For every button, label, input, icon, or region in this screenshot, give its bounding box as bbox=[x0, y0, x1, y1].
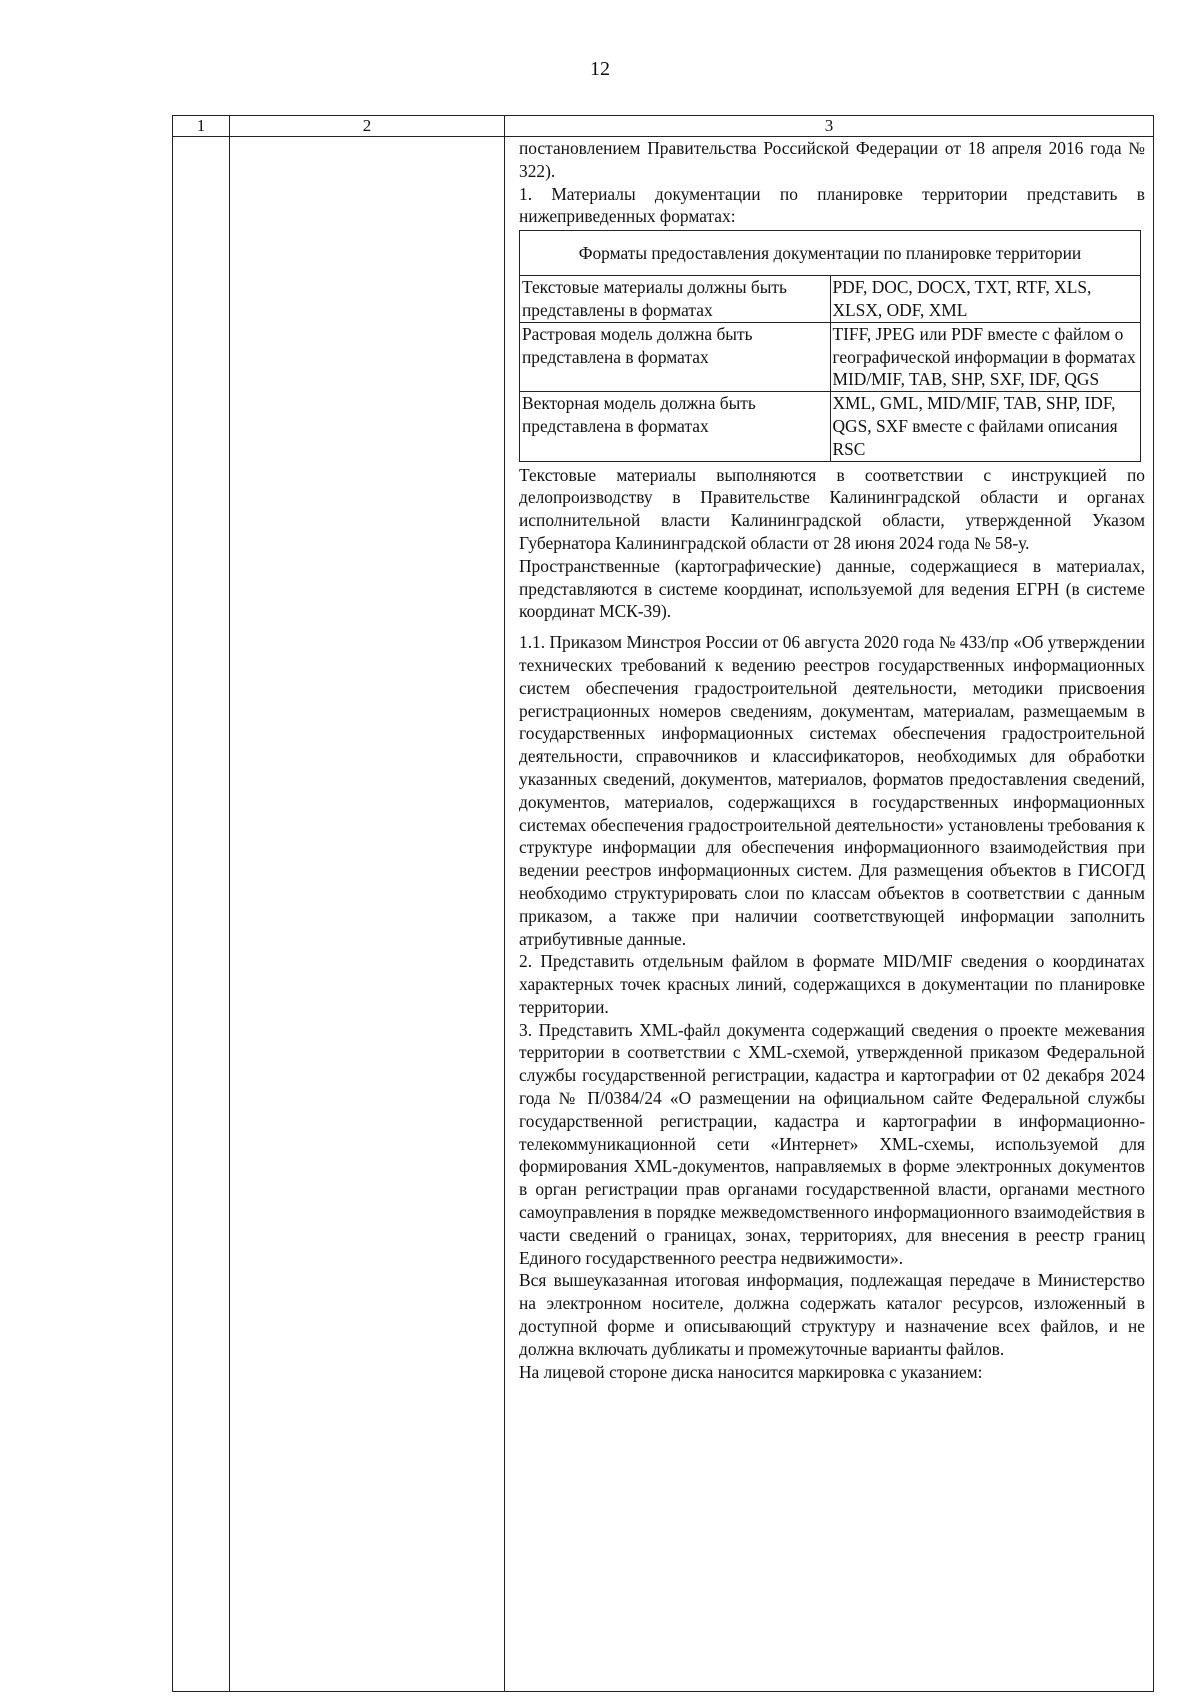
formats-row-label: Векторная модель должна быть представлена в форматах bbox=[520, 392, 831, 461]
disk-marking-paragraph: На лицевой стороне диска наносится маркировка с указанием: bbox=[519, 1361, 983, 1382]
column-header-2: 2 bbox=[230, 116, 505, 137]
formats-table bbox=[519, 230, 1141, 461]
cell-col-2 bbox=[230, 137, 505, 1692]
spatial-data-paragraph: Пространственные (картографические) данные, содержащиеся в материалах, представляются в системе координат, используемой для ведения ЕГРН (в системе координат МСК-39). bbox=[519, 555, 1145, 622]
formats-row bbox=[520, 322, 1141, 391]
formats-row-label: Текстовые материалы должны быть представлены в форматах bbox=[520, 276, 831, 323]
formats-row-value: XML, GML, MID/MIF, TAB, SHP, IDF, QGS, SXF вместе с файлами описания RSC bbox=[830, 392, 1141, 461]
cell-col-3 bbox=[505, 137, 1154, 1692]
final-info-paragraph: Вся вышеуказанная итоговая информация, подлежащая передаче в Министерство на электронном носителе, должна содержать каталог ресурсов, изложенный в доступной форме и описывающий структуру и назначение всех файлов, и не должна включать дубликаты и промежуточные варианты файлов. bbox=[519, 1270, 1145, 1359]
formats-table-title: Форматы предоставления документации по планировке территории bbox=[520, 231, 1141, 276]
requirements-table bbox=[172, 115, 1154, 1692]
formats-row-value: TIFF, JPEG или PDF вместе с файлом о географической информации в форматах MID/MIF, TAB, SHP, SXF, IDF, QGS bbox=[830, 322, 1141, 391]
red-lines-paragraph: 2. Представить отдельным файлом в формате MID/MIF сведения о координатах характерных точек красных линий, содержащихся в документации по планировке территории. bbox=[519, 951, 1145, 1017]
table-row bbox=[173, 137, 1154, 1692]
cell-col-1 bbox=[173, 137, 230, 1692]
formats-row bbox=[520, 392, 1141, 461]
formats-row-label: Растровая модель должна быть представлена в форматах bbox=[520, 322, 831, 391]
formats-intro-paragraph: 1. Материалы документации по планировке территории представить в нижеприведенных форматах: bbox=[519, 183, 1145, 227]
page-number: 12 bbox=[590, 58, 610, 80]
text-materials-paragraph: Текстовые материалы выполняются в соответствии с инструкцией по делопроизводству в Правительстве Калининградской области и органах исполнительной власти Калининградской области, утвержденной Указом Губернатора Калининградской области от 28 июня 2024 года № 58-у. bbox=[519, 464, 1145, 553]
table-header-row bbox=[173, 116, 1154, 137]
formats-row-value: PDF, DOC, DOCX, TXT, RTF, XLS, XLSX, ODF, XML bbox=[830, 276, 1141, 323]
order-paragraph: 1.1. Приказом Минстроя России от 06 августа 2020 года № 433/пр «Об утверждении технических требований к ведению реестров государственных информационных систем обеспечения градостроительной деятельности, методики присвоения регистрационных номеров сведениям, документам, материалам, размещаемым в государственных информационных системах обеспечения градостроительной деятельности, справочников и классификаторов, необходимых для обработки указанных сведений, документов, материалов, форматов предоставления сведений, документов, материалов, содержащихся в государственных информационных системах обеспечения градостроительной деятельности» установлены требования к структуре информации для обеспечения информационного взаимодействия при ведении реестров информационных систем. Для размещения объектов в ГИСОГД необходимо структурировать слои по классам объектов в соответствии с данным приказом, а также при наличии соответствующей информации заполнить атрибутивные данные. bbox=[519, 632, 1145, 949]
intro-paragraph: постановлением Правительства Российской Федерации от 18 апреля 2016 года № 322). bbox=[519, 138, 1145, 181]
formats-row bbox=[520, 276, 1141, 323]
column-header-1: 1 bbox=[173, 116, 230, 137]
xml-file-paragraph: 3. Представить XML-файл документа содержащий сведения о проекте межевания территории в соответствии с XML-схемой, утвержденной приказом Федеральной службы государственной регистрации, кадастра и картографии от 02 декабря 2024 года № П/0384/24 «О размещении на официальном сайте Федеральной службы государственной регистрации, кадастра и картографии в информационно-телекоммуникационной сети «Интернет» XML-схемы, используемой для формирования XML-документов, направляемых в форме электронных документов в орган регистрации прав органами государственной власти, органами местного самоуправления в порядке межведомственного информационного взаимодействия в части сведений о границах, зонах, территориях, для внесения в реестр границ Единого государственного реестра недвижимости». bbox=[519, 1019, 1145, 1268]
cell-content bbox=[505, 137, 1153, 1383]
column-header-3: 3 bbox=[505, 116, 1154, 137]
